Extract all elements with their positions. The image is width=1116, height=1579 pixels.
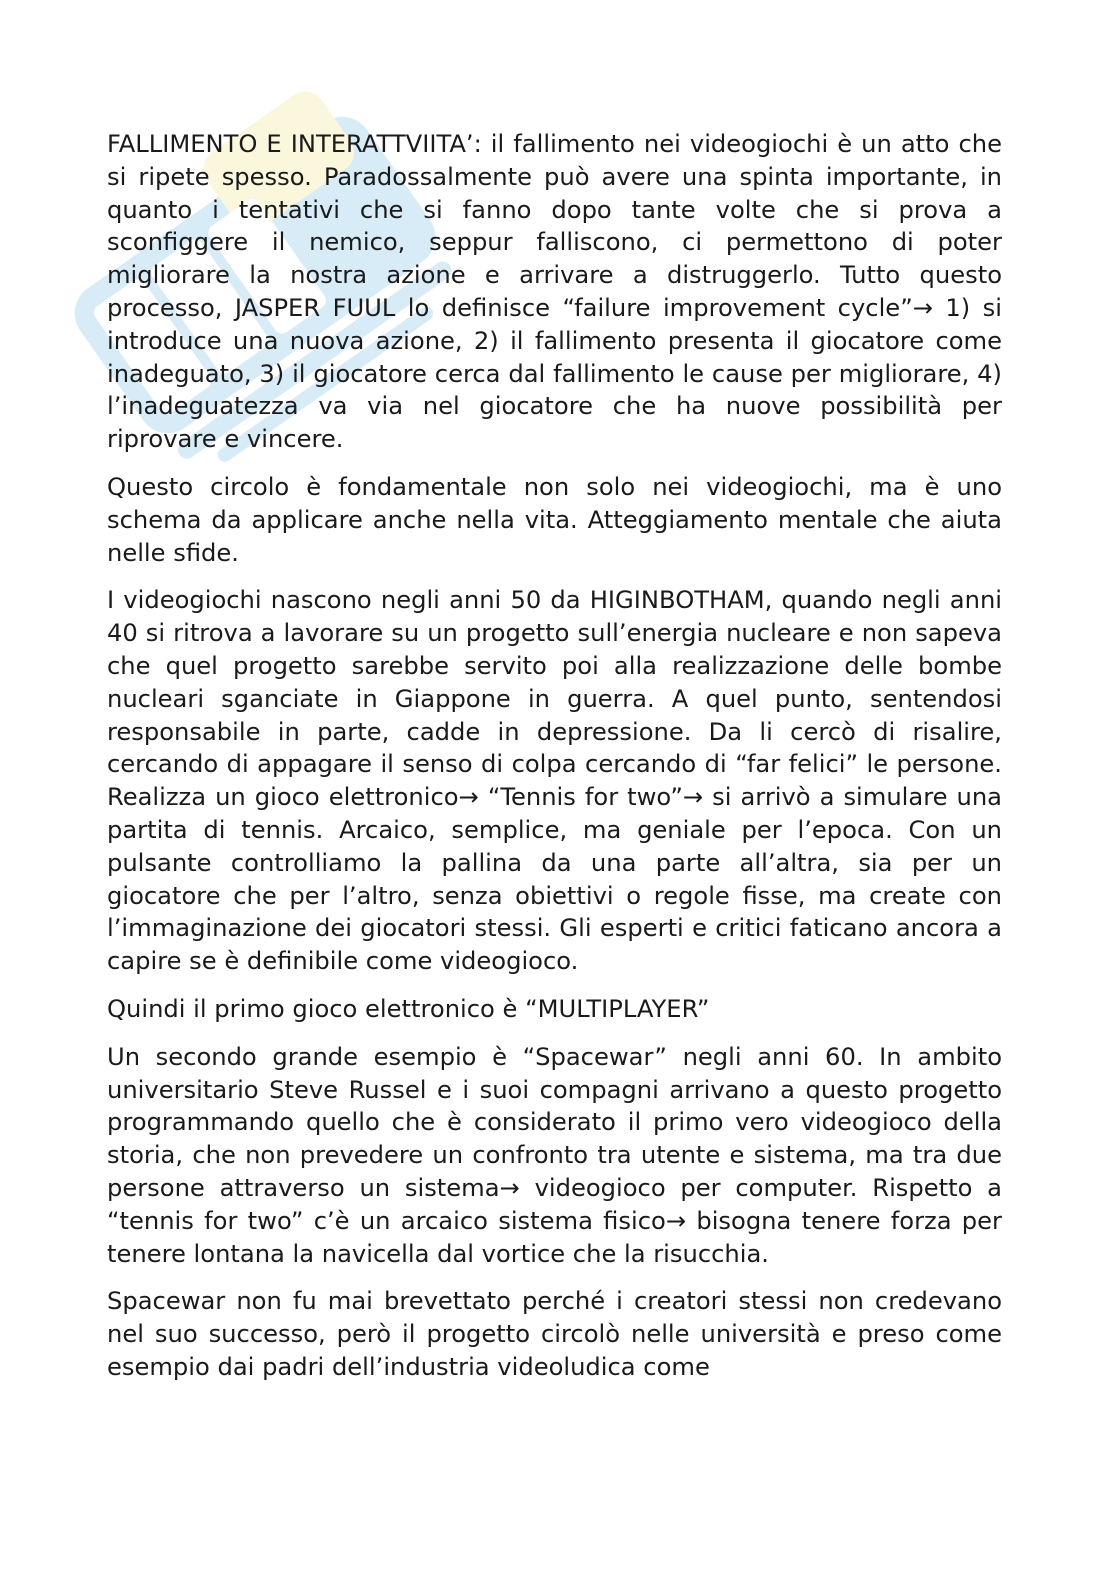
paragraph-circle-life: Questo circolo è fondamentale non solo nei videogiochi, ma è uno schema da applicare anche nella vita. Atteggiamento mentale che aiuta nelle sfide. <box>107 472 1002 567</box>
document-body <box>107 128 1002 1398</box>
paragraph-higinbotham: I videogiochi nascono negli anni 50 da HIGINBOTHAM, quando negli anni 40 si ritrova a lavorare su un progetto sull’energia nucleare e non sapeva che quel progetto sarebbe servito poi alla realizzazione delle bombe nucleari sganciate in Giappone in guerra. A quel punto, sentendosi responsabile in parte, cadde in depressione. Da li cercò di risalire, cercando di appagare il senso di colpa cercando di “far felici” le persone. Realizza un gioco elettronico→ “Tennis for two”→ si arrivò a simulare una partita di tennis. Arcaico, semplice, ma geniale per l’epoca. Con un pulsante controlliamo la pallina da una parte all’altra, sia per un giocatore che per l’altro, senza obiettivi o regole fisse, ma create con l’immaginazione dei giocatori stessi. Gli esperti e critici faticano ancora a capire se è definibile come videogioco. <box>107 586 1002 976</box>
paragraph-spacewar: Un secondo grande esempio è “Spacewar” negli anni 60. In ambito universitario Steve Russel e i suoi compagni arrivano a questo progetto programmando quello che è considerato il primo vero videogioco della storia, che non prevedere un confronto tra utente e sistema, ma tra due persone attraverso un sistema→ videogioco per computer. Rispetto a “tennis for two” c’è un arcaico sistema fisico→ bisogna tenere forza per tenere lontana la navicella dal vortice che la risucchia. <box>107 1042 1002 1268</box>
paragraph-multiplayer: Quindi il primo gioco elettronico è “MULTIPLAYER” <box>107 994 710 1023</box>
paragraph-failure-cycle: FALLIMENTO E INTERATTVIITA’: il fallimento nei videogiochi è un atto che si ripete spesso. Paradossalmente può avere una spinta importante, in quanto i tentativi che si fanno dopo tante volte che si prova a sconfiggere il nemico, seppur falliscono, ci permettono di poter migliorare la nostra azione e arrivare a distruggerlo. Tutto questo processo, JASPER FUUL lo definisce “failure improvement cycle”→ 1) si introduce una nuova azione, 2) il fallimento presenta il giocatore come inadeguato, 3) il giocatore cerca dal fallimento le cause per migliorare, 4) l’inadeguatezza va via nel giocatore che ha nuove possibilità per riprovare e vincere. <box>107 130 1002 454</box>
paragraph-spacewar-patent: Spacewar non fu mai brevettato perché i creatori stessi non credevano nel suo successo, però il progetto circolò nelle università e preso come esempio dai padri dell’industria videoludica come <box>107 1287 1002 1381</box>
